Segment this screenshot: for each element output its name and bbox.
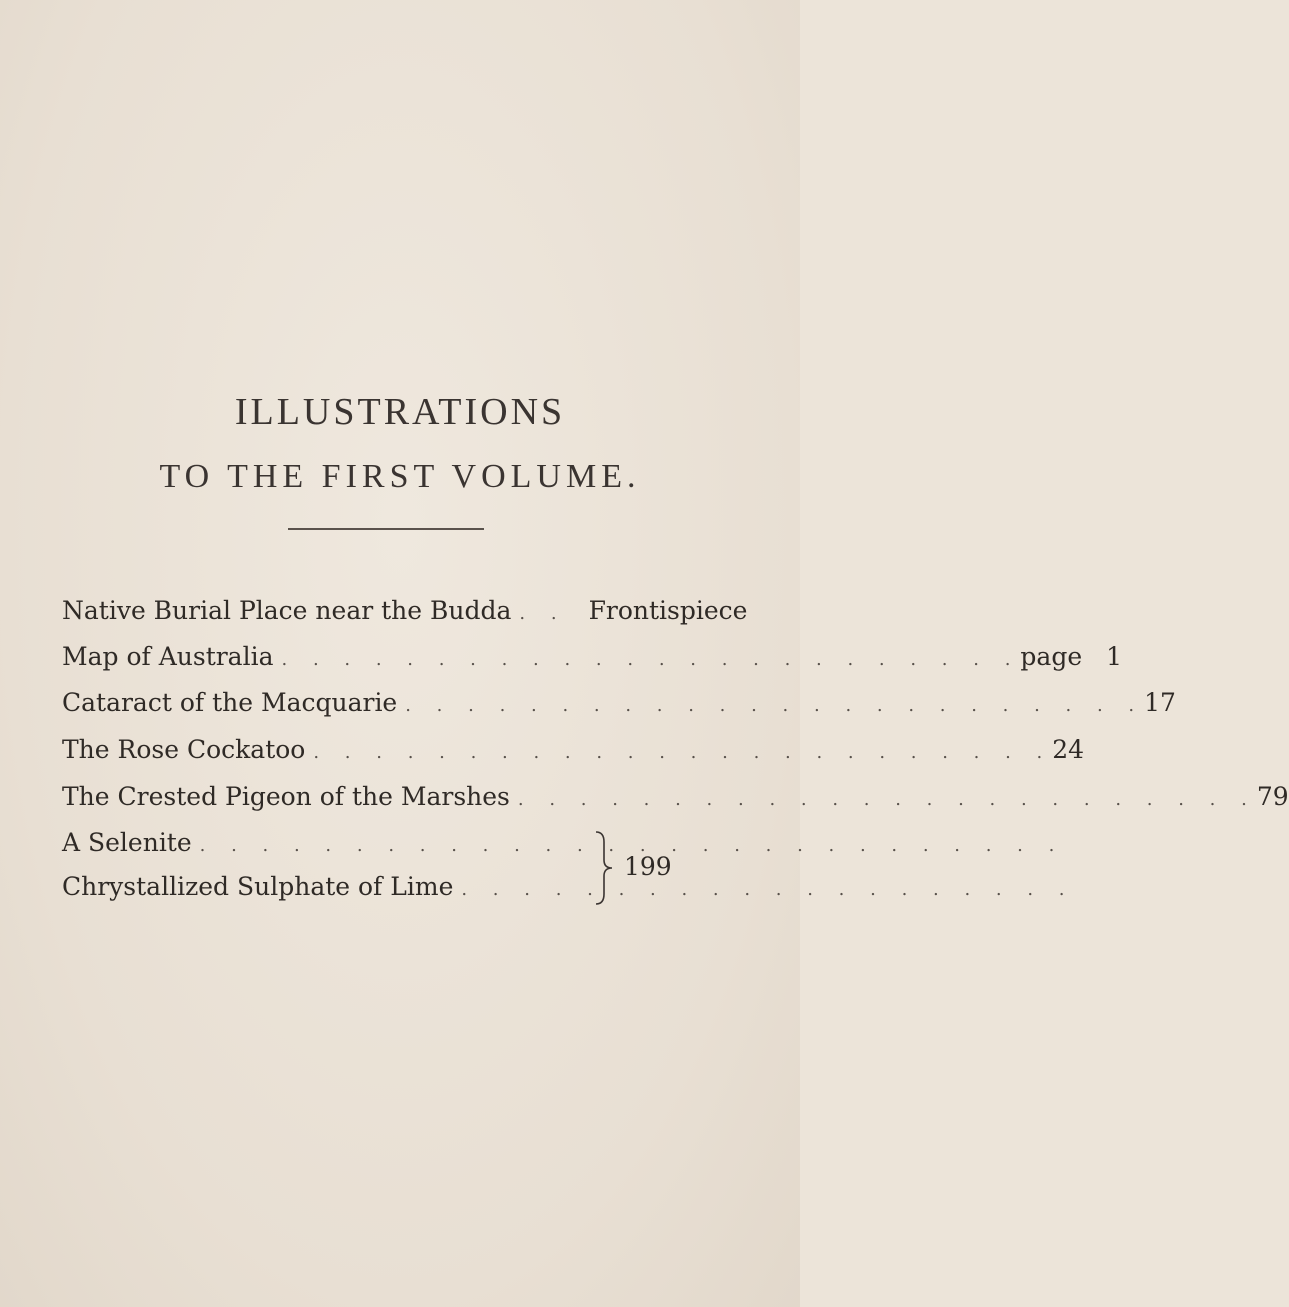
dot-leader: . . . . . . . . . . . . . . . . . . . . [461, 879, 1075, 900]
dot-leader: . . . . . . . . . . . . . . . . . . . . . . . . [517, 789, 1257, 810]
entry-label: Chrystallized Sulphate of Lime [62, 872, 454, 901]
dot-leader: . . [519, 603, 567, 624]
dot-leader: . . . . . . . . . . . . . . . . . . . . . . . . [281, 649, 1021, 670]
entry-label: Map of Australia [62, 642, 274, 671]
entry-page: 1 [1106, 642, 1123, 671]
list-item-cataract-of-the-macquarie [62, 688, 1176, 724]
shared-page-number: 199 [624, 852, 672, 881]
entry-label: The Rose Cockatoo [62, 735, 306, 764]
list-item-chrystallized-sulphate-of-lime [62, 872, 1075, 908]
entry-page: 24 [1052, 735, 1085, 764]
entry-page: Frontispiece [588, 596, 748, 625]
page-subtitle: TO THE FIRST VOLUME. [159, 458, 641, 495]
dot-leader: . . . . . . . . . . . . . . . . . . . . . . . . [313, 742, 1053, 763]
right-brace-icon [594, 830, 614, 906]
list-item-the-rose-cockatoo [62, 735, 1085, 771]
entry-label: Native Burial Place near the Budda [62, 596, 512, 625]
title-rule [288, 528, 484, 530]
entry-page: 79 [1256, 782, 1289, 811]
page-title: ILLUSTRATIONS [234, 391, 566, 433]
entry-label: The Crested Pigeon of the Marshes [62, 782, 510, 811]
entry-page-word: page [1020, 642, 1083, 671]
list-item-the-crested-pigeon [62, 782, 1289, 818]
entry-label: A Selenite [62, 828, 192, 857]
list-item-map-of-australia [62, 642, 1123, 678]
list-item-a-selenite [62, 828, 1065, 864]
dot-leader: . . . . . . . . . . . . . . . . . . . . . . . . [405, 695, 1145, 716]
entry-page: 17 [1144, 688, 1176, 717]
entry-label: Cataract of the Macquarie [62, 688, 398, 717]
dot-leader: . . . . . . . . . . . . . . . . . . . . . . . . . . . . [199, 835, 1065, 856]
list-item-native-burial-place [62, 596, 748, 632]
